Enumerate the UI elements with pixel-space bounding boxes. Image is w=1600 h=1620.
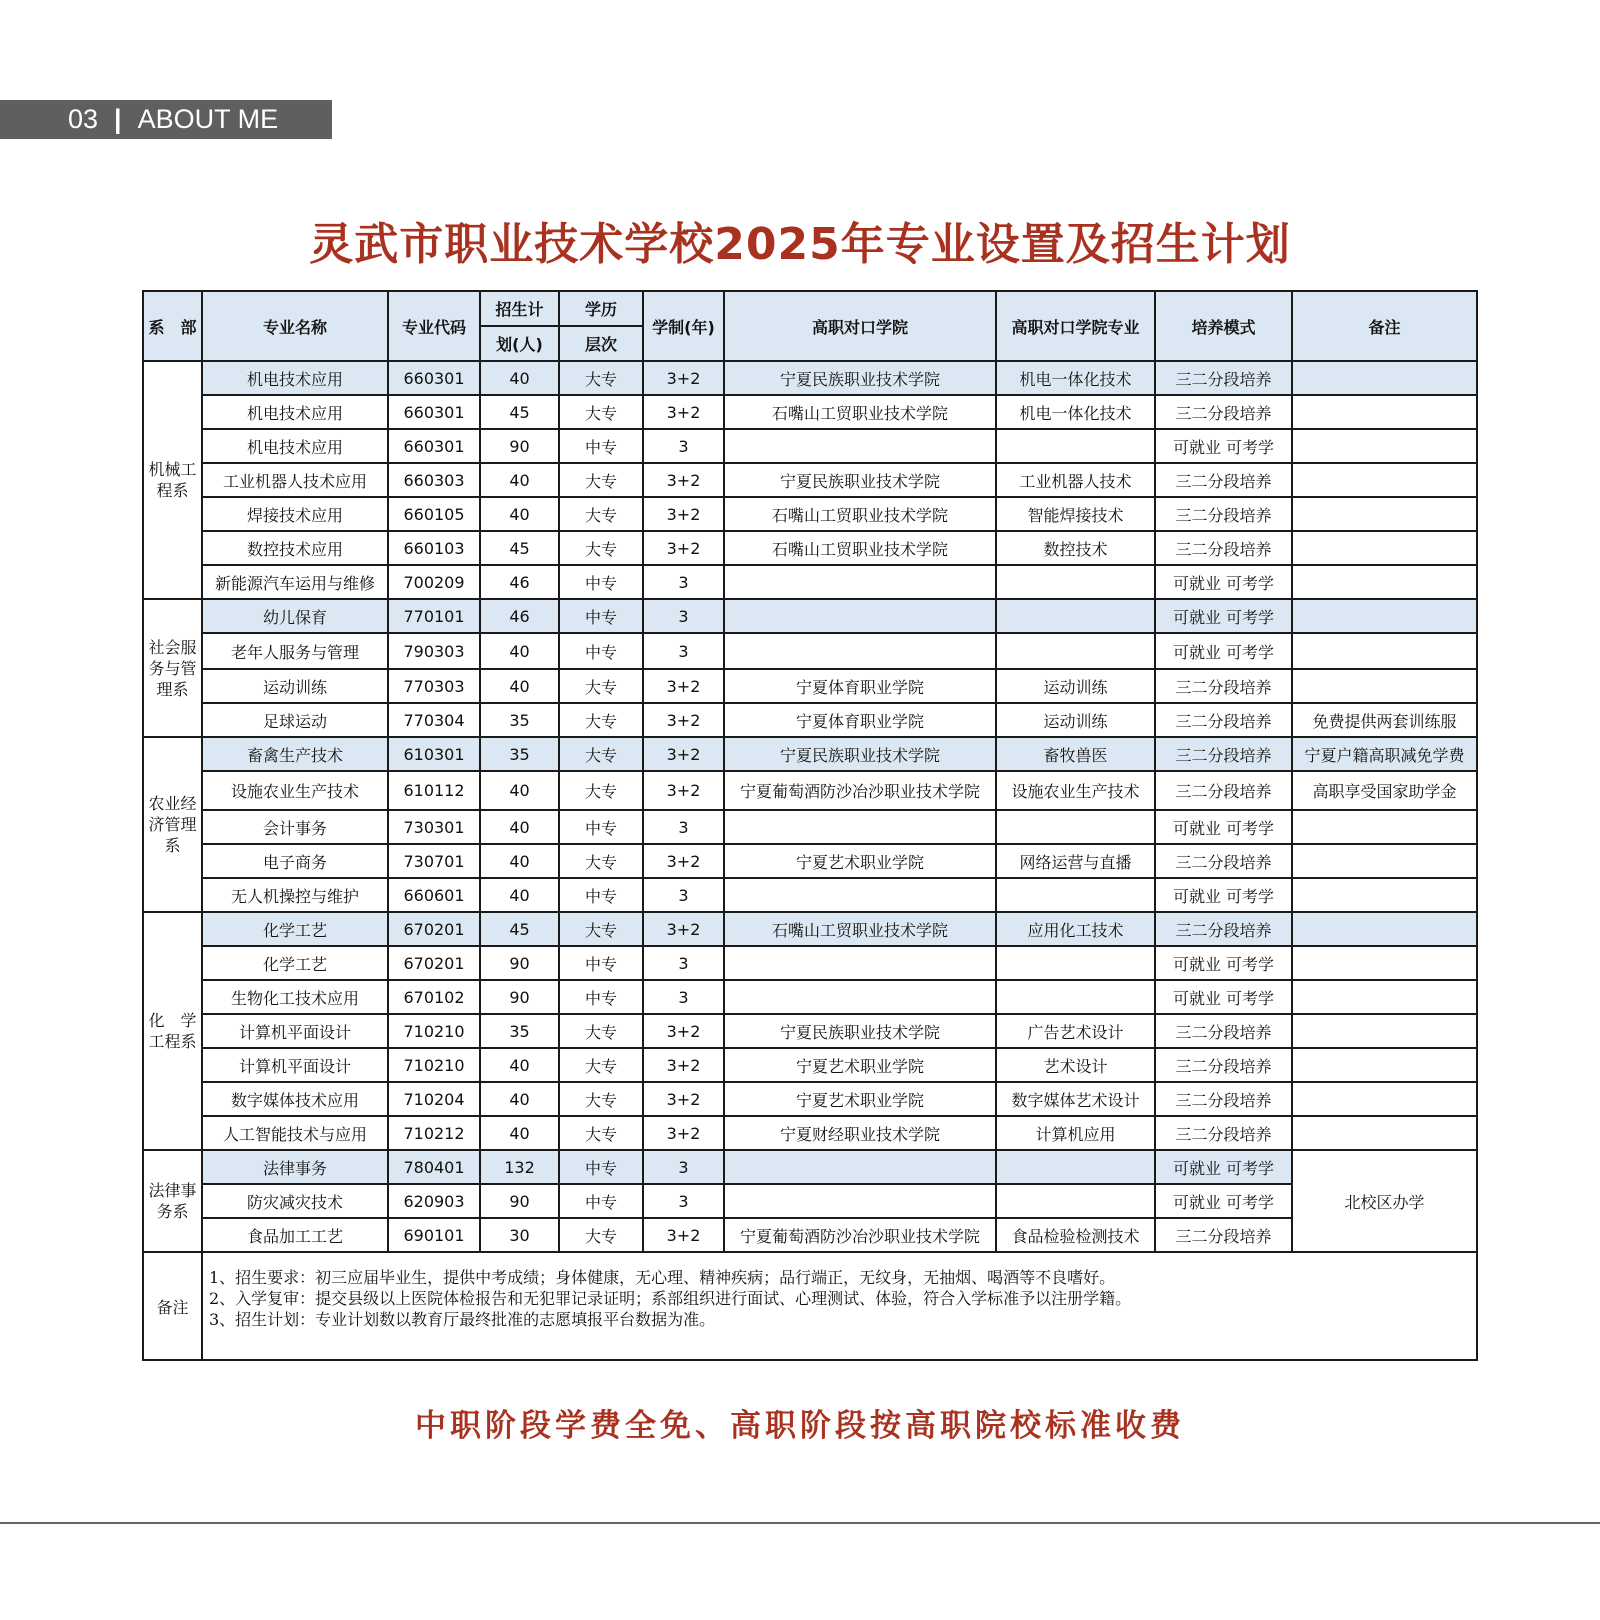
college-cell: 宁夏体育职业学院 (724, 669, 996, 703)
major-cell: 数字媒体技术应用 (202, 1082, 388, 1116)
college-cell (724, 1150, 996, 1184)
level-cell: 大专 (559, 737, 643, 771)
college-major-cell: 数字媒体艺术设计 (996, 1082, 1155, 1116)
plan-cell: 35 (480, 737, 559, 771)
mode-cell: 三二分段培养 (1155, 737, 1292, 771)
plan-cell: 90 (480, 980, 559, 1014)
mode-cell: 可就业 可考学 (1155, 633, 1292, 669)
level-cell: 中专 (559, 878, 643, 912)
college-major-cell: 机电一体化技术 (996, 361, 1155, 395)
level-cell: 中专 (559, 429, 643, 463)
tag-separator: | (114, 104, 122, 134)
remark-cell: 免费提供两套训练服 (1292, 703, 1477, 737)
college-cell (724, 810, 996, 844)
header-code: 专业代码 (388, 291, 480, 361)
code-cell: 770304 (388, 703, 480, 737)
remark-cell (1292, 599, 1477, 633)
college-major-cell (996, 599, 1155, 633)
college-cell: 宁夏艺术职业学院 (724, 1048, 996, 1082)
mode-cell: 三二分段培养 (1155, 463, 1292, 497)
college-major-cell: 工业机器人技术 (996, 463, 1155, 497)
remark-cell (1292, 565, 1477, 599)
major-cell: 焊接技术应用 (202, 497, 388, 531)
remark-cell (1292, 980, 1477, 1014)
notes-content (202, 1252, 1477, 1360)
college-major-cell (996, 1184, 1155, 1218)
mode-cell: 可就业 可考学 (1155, 980, 1292, 1014)
plan-cell: 40 (480, 878, 559, 912)
level-cell: 大专 (559, 1218, 643, 1252)
level-cell: 中专 (559, 980, 643, 1014)
code-cell: 670201 (388, 912, 480, 946)
mode-cell: 三二分段培养 (1155, 361, 1292, 395)
plan-cell: 40 (480, 810, 559, 844)
major-cell: 化学工艺 (202, 912, 388, 946)
level-cell: 中专 (559, 599, 643, 633)
header-years: 学制(年) (643, 291, 724, 361)
college-major-cell (996, 810, 1155, 844)
header-major: 专业名称 (202, 291, 388, 361)
department-cell (143, 737, 202, 912)
plan-cell: 30 (480, 1218, 559, 1252)
college-cell: 宁夏艺术职业学院 (724, 1082, 996, 1116)
plan-cell: 45 (480, 912, 559, 946)
years-cell: 3 (643, 980, 724, 1014)
years-cell: 3+2 (643, 844, 724, 878)
table-row (143, 463, 1477, 497)
college-major-cell: 食品检验检测技术 (996, 1218, 1155, 1252)
table-row (143, 980, 1477, 1014)
college-cell (724, 429, 996, 463)
plan-cell: 40 (480, 633, 559, 669)
college-cell (724, 599, 996, 633)
college-major-cell: 运动训练 (996, 703, 1155, 737)
level-cell: 中专 (559, 633, 643, 669)
plan-cell: 46 (480, 565, 559, 599)
header-college-major: 高职对口学院专业 (996, 291, 1155, 361)
college-cell (724, 980, 996, 1014)
level-cell: 大专 (559, 1014, 643, 1048)
college-cell (724, 1184, 996, 1218)
code-cell: 670102 (388, 980, 480, 1014)
years-cell: 3+2 (643, 361, 724, 395)
code-cell: 610112 (388, 771, 480, 810)
table-row (143, 1014, 1477, 1048)
major-cell: 机电技术应用 (202, 361, 388, 395)
table-row (143, 946, 1477, 980)
table-row (143, 737, 1477, 771)
college-major-cell (996, 878, 1155, 912)
mode-cell: 三二分段培养 (1155, 771, 1292, 810)
code-cell: 610301 (388, 737, 480, 771)
major-cell: 防灾减灾技术 (202, 1184, 388, 1218)
plan-cell: 40 (480, 497, 559, 531)
header-plan-bottom: 划(人) (480, 326, 559, 361)
remark-cell (1292, 633, 1477, 669)
code-cell: 660303 (388, 463, 480, 497)
remark-cell: 高职享受国家助学金 (1292, 771, 1477, 810)
college-cell: 宁夏民族职业技术学院 (724, 361, 996, 395)
table-row (143, 810, 1477, 844)
code-cell: 730301 (388, 810, 480, 844)
college-cell (724, 878, 996, 912)
level-cell: 大专 (559, 1116, 643, 1150)
section-tag (0, 100, 332, 139)
mode-cell: 三二分段培养 (1155, 669, 1292, 703)
level-cell: 大专 (559, 531, 643, 565)
plan-cell: 40 (480, 771, 559, 810)
mode-cell: 可就业 可考学 (1155, 810, 1292, 844)
remark-cell (1292, 1014, 1477, 1048)
table-row (143, 531, 1477, 565)
remark-cell (1292, 810, 1477, 844)
code-cell: 660301 (388, 361, 480, 395)
code-cell: 710212 (388, 1116, 480, 1150)
college-major-cell (996, 946, 1155, 980)
enrollment-table (142, 290, 1478, 1361)
major-cell: 畜禽生产技术 (202, 737, 388, 771)
college-major-cell: 广告艺术设计 (996, 1014, 1155, 1048)
years-cell: 3 (643, 1150, 724, 1184)
mode-cell: 三二分段培养 (1155, 531, 1292, 565)
level-cell: 大专 (559, 395, 643, 429)
remark-cell (1292, 946, 1477, 980)
table-row (143, 703, 1477, 737)
college-major-cell: 网络运营与直播 (996, 844, 1155, 878)
table-row (143, 429, 1477, 463)
college-cell: 宁夏体育职业学院 (724, 703, 996, 737)
level-cell: 中专 (559, 1184, 643, 1218)
major-cell: 老年人服务与管理 (202, 633, 388, 669)
table-row (143, 633, 1477, 669)
plan-cell: 40 (480, 361, 559, 395)
major-cell: 会计事务 (202, 810, 388, 844)
years-cell: 3 (643, 878, 724, 912)
level-cell: 中专 (559, 1150, 643, 1184)
level-cell: 大专 (559, 669, 643, 703)
department-name: 社会服务与管理系 (148, 637, 197, 699)
years-cell: 3+2 (643, 463, 724, 497)
major-cell: 设施农业生产技术 (202, 771, 388, 810)
plan-cell: 45 (480, 395, 559, 429)
header-row (143, 291, 1477, 326)
level-cell: 大专 (559, 497, 643, 531)
college-cell (724, 633, 996, 669)
mode-cell: 三二分段培养 (1155, 395, 1292, 429)
mode-cell: 可就业 可考学 (1155, 878, 1292, 912)
major-cell: 生物化工技术应用 (202, 980, 388, 1014)
remark-cell: 宁夏户籍高职减免学费 (1292, 737, 1477, 771)
years-cell: 3+2 (643, 1218, 724, 1252)
mode-cell: 可就业 可考学 (1155, 429, 1292, 463)
remark-cell (1292, 395, 1477, 429)
code-cell: 660103 (388, 531, 480, 565)
header-level-bottom: 层次 (559, 326, 643, 361)
level-cell: 大专 (559, 1048, 643, 1082)
note-line: 1、招生要求：初三应届毕业生，提供中考成绩；身体健康，无心理、精神疾病；品行端正，无纹身，无抽烟、喝酒等不良嗜好。 (209, 1268, 1116, 1287)
remark-cell (1292, 1082, 1477, 1116)
department-name: 机械工程系 (148, 460, 197, 500)
level-cell: 中专 (559, 565, 643, 599)
header-level-top: 学历 (559, 291, 643, 326)
level-cell: 大专 (559, 1082, 643, 1116)
college-cell: 石嘴山工贸职业技术学院 (724, 912, 996, 946)
department-cell (143, 361, 202, 599)
mode-cell: 可就业 可考学 (1155, 946, 1292, 980)
code-cell: 710210 (388, 1014, 480, 1048)
department-name: 法律事务系 (148, 1181, 197, 1221)
level-cell: 中专 (559, 946, 643, 980)
code-cell: 770303 (388, 669, 480, 703)
remark-cell (1292, 878, 1477, 912)
table-row (143, 565, 1477, 599)
major-cell: 足球运动 (202, 703, 388, 737)
years-cell: 3 (643, 810, 724, 844)
college-major-cell: 畜牧兽医 (996, 737, 1155, 771)
plan-cell: 40 (480, 1116, 559, 1150)
table-row (143, 771, 1477, 810)
years-cell: 3 (643, 565, 724, 599)
major-cell: 机电技术应用 (202, 429, 388, 463)
years-cell: 3+2 (643, 703, 724, 737)
remark-cell (1292, 1048, 1477, 1082)
plan-cell: 35 (480, 703, 559, 737)
major-cell: 无人机操控与维护 (202, 878, 388, 912)
plan-cell: 132 (480, 1150, 559, 1184)
major-cell: 运动训练 (202, 669, 388, 703)
plan-cell: 40 (480, 463, 559, 497)
college-cell: 宁夏葡萄酒防沙冶沙职业技术学院 (724, 1218, 996, 1252)
department-cell (143, 1150, 202, 1252)
years-cell: 3+2 (643, 497, 724, 531)
table-row (143, 497, 1477, 531)
tuition-banner: 中职阶段学费全免、高职阶段按高职院校标准收费 (415, 1408, 1185, 1444)
mode-cell: 可就业 可考学 (1155, 1150, 1292, 1184)
mode-cell: 三二分段培养 (1155, 703, 1292, 737)
code-cell: 690101 (388, 1218, 480, 1252)
years-cell: 3 (643, 1184, 724, 1218)
college-major-cell (996, 980, 1155, 1014)
level-cell: 大专 (559, 844, 643, 878)
plan-cell: 40 (480, 669, 559, 703)
college-major-cell: 运动训练 (996, 669, 1155, 703)
years-cell: 3+2 (643, 771, 724, 810)
level-cell: 大专 (559, 771, 643, 810)
major-cell: 计算机平面设计 (202, 1014, 388, 1048)
major-cell: 电子商务 (202, 844, 388, 878)
mode-cell: 三二分段培养 (1155, 1082, 1292, 1116)
table-row (143, 1048, 1477, 1082)
table-row (143, 1116, 1477, 1150)
college-cell: 宁夏民族职业技术学院 (724, 737, 996, 771)
level-cell: 大专 (559, 912, 643, 946)
college-major-cell: 智能焊接技术 (996, 497, 1155, 531)
major-cell: 计算机平面设计 (202, 1048, 388, 1082)
years-cell: 3+2 (643, 1116, 724, 1150)
table-row (143, 395, 1477, 429)
code-cell: 660601 (388, 878, 480, 912)
years-cell: 3 (643, 599, 724, 633)
table-row (143, 1150, 1477, 1184)
years-cell: 3+2 (643, 531, 724, 565)
remark-cell (1292, 912, 1477, 946)
table-row (143, 912, 1477, 946)
table-row (143, 1218, 1477, 1252)
table-row (143, 669, 1477, 703)
note-line: 3、招生计划：专业计划数以教育厅最终批准的志愿填报平台数据为准。 (209, 1310, 716, 1329)
table-row (143, 844, 1477, 878)
college-cell: 石嘴山工贸职业技术学院 (724, 497, 996, 531)
notes-row (143, 1252, 1477, 1360)
code-cell: 660105 (388, 497, 480, 531)
department-cell (143, 599, 202, 737)
years-cell: 3+2 (643, 737, 724, 771)
college-major-cell: 艺术设计 (996, 1048, 1155, 1082)
major-cell: 幼儿保育 (202, 599, 388, 633)
table-row (143, 1184, 1477, 1218)
college-cell (724, 946, 996, 980)
code-cell: 790303 (388, 633, 480, 669)
plan-cell: 90 (480, 1184, 559, 1218)
table-row (143, 361, 1477, 395)
remark-cell (1292, 463, 1477, 497)
page-title: 灵武市职业技术学校2025年专业设置及招生计划 (309, 219, 1291, 270)
page-number: 03 (68, 104, 99, 134)
remark-cell: 北校区办学 (1292, 1150, 1477, 1252)
mode-cell: 三二分段培养 (1155, 844, 1292, 878)
college-major-cell: 机电一体化技术 (996, 395, 1155, 429)
major-cell: 数控技术应用 (202, 531, 388, 565)
department-cell (143, 912, 202, 1150)
years-cell: 3+2 (643, 395, 724, 429)
plan-cell: 40 (480, 1048, 559, 1082)
code-cell: 770101 (388, 599, 480, 633)
years-cell: 3+2 (643, 912, 724, 946)
note-line: 2、入学复审：提交县级以上医院体检报告和无犯罪记录证明；系部组织进行面试、心理测试、体验，符合入学标准予以注册学籍。 (209, 1289, 1132, 1308)
remark-cell (1292, 497, 1477, 531)
remark-cell (1292, 531, 1477, 565)
years-cell: 3 (643, 946, 724, 980)
major-cell: 化学工艺 (202, 946, 388, 980)
major-cell: 工业机器人技术应用 (202, 463, 388, 497)
code-cell: 660301 (388, 429, 480, 463)
years-cell: 3+2 (643, 669, 724, 703)
code-cell: 670201 (388, 946, 480, 980)
code-cell: 710204 (388, 1082, 480, 1116)
mode-cell: 三二分段培养 (1155, 1048, 1292, 1082)
plan-cell: 90 (480, 946, 559, 980)
mode-cell: 三二分段培养 (1155, 1014, 1292, 1048)
level-cell: 大专 (559, 703, 643, 737)
college-cell: 石嘴山工贸职业技术学院 (724, 395, 996, 429)
college-major-cell (996, 1150, 1155, 1184)
code-cell: 780401 (388, 1150, 480, 1184)
header-remark: 备注 (1292, 291, 1477, 361)
bottom-divider (0, 1522, 1600, 1524)
major-cell: 人工智能技术与应用 (202, 1116, 388, 1150)
code-cell: 660301 (388, 395, 480, 429)
mode-cell: 三二分段培养 (1155, 1218, 1292, 1252)
mode-cell: 三二分段培养 (1155, 497, 1292, 531)
major-cell: 食品加工工艺 (202, 1218, 388, 1252)
college-major-cell: 设施农业生产技术 (996, 771, 1155, 810)
mode-cell: 可就业 可考学 (1155, 565, 1292, 599)
remark-cell (1292, 361, 1477, 395)
header-plan-top: 招生计 (480, 291, 559, 326)
level-cell: 大专 (559, 361, 643, 395)
mode-cell: 可就业 可考学 (1155, 1184, 1292, 1218)
table-row (143, 1082, 1477, 1116)
header-dept: 系 部 (143, 291, 202, 361)
remark-cell (1292, 844, 1477, 878)
plan-cell: 40 (480, 844, 559, 878)
mode-cell: 三二分段培养 (1155, 912, 1292, 946)
years-cell: 3+2 (643, 1048, 724, 1082)
remark-cell (1292, 429, 1477, 463)
college-cell: 宁夏民族职业技术学院 (724, 463, 996, 497)
level-cell: 大专 (559, 463, 643, 497)
mode-cell: 可就业 可考学 (1155, 599, 1292, 633)
plan-cell: 40 (480, 1082, 559, 1116)
plan-cell: 45 (480, 531, 559, 565)
table-row (143, 878, 1477, 912)
major-cell: 机电技术应用 (202, 395, 388, 429)
level-cell: 中专 (559, 810, 643, 844)
college-major-cell: 应用化工技术 (996, 912, 1155, 946)
section-label: ABOUT ME (137, 104, 279, 134)
college-cell (724, 565, 996, 599)
major-cell: 新能源汽车运用与维修 (202, 565, 388, 599)
header-college: 高职对口学院 (724, 291, 996, 361)
code-cell: 730701 (388, 844, 480, 878)
college-major-cell: 数控技术 (996, 531, 1155, 565)
college-cell: 石嘴山工贸职业技术学院 (724, 531, 996, 565)
remark-cell (1292, 1116, 1477, 1150)
years-cell: 3+2 (643, 1014, 724, 1048)
plan-cell: 46 (480, 599, 559, 633)
plan-cell: 90 (480, 429, 559, 463)
college-major-cell (996, 565, 1155, 599)
plan-cell: 35 (480, 1014, 559, 1048)
code-cell: 710210 (388, 1048, 480, 1082)
header-mode: 培养模式 (1155, 291, 1292, 361)
years-cell: 3+2 (643, 1082, 724, 1116)
department-name: 化 学工程系 (148, 1011, 197, 1051)
college-cell: 宁夏艺术职业学院 (724, 844, 996, 878)
remark-cell (1292, 669, 1477, 703)
notes-label: 备注 (143, 1252, 202, 1360)
department-name: 农业经济管理系 (148, 794, 197, 855)
mode-cell: 三二分段培养 (1155, 1116, 1292, 1150)
college-major-cell (996, 429, 1155, 463)
college-major-cell: 计算机应用 (996, 1116, 1155, 1150)
code-cell: 700209 (388, 565, 480, 599)
college-cell: 宁夏葡萄酒防沙冶沙职业技术学院 (724, 771, 996, 810)
years-cell: 3 (643, 429, 724, 463)
major-cell: 法律事务 (202, 1150, 388, 1184)
college-major-cell (996, 633, 1155, 669)
table-row (143, 599, 1477, 633)
code-cell: 620903 (388, 1184, 480, 1218)
college-cell: 宁夏民族职业技术学院 (724, 1014, 996, 1048)
college-cell: 宁夏财经职业技术学院 (724, 1116, 996, 1150)
years-cell: 3 (643, 633, 724, 669)
